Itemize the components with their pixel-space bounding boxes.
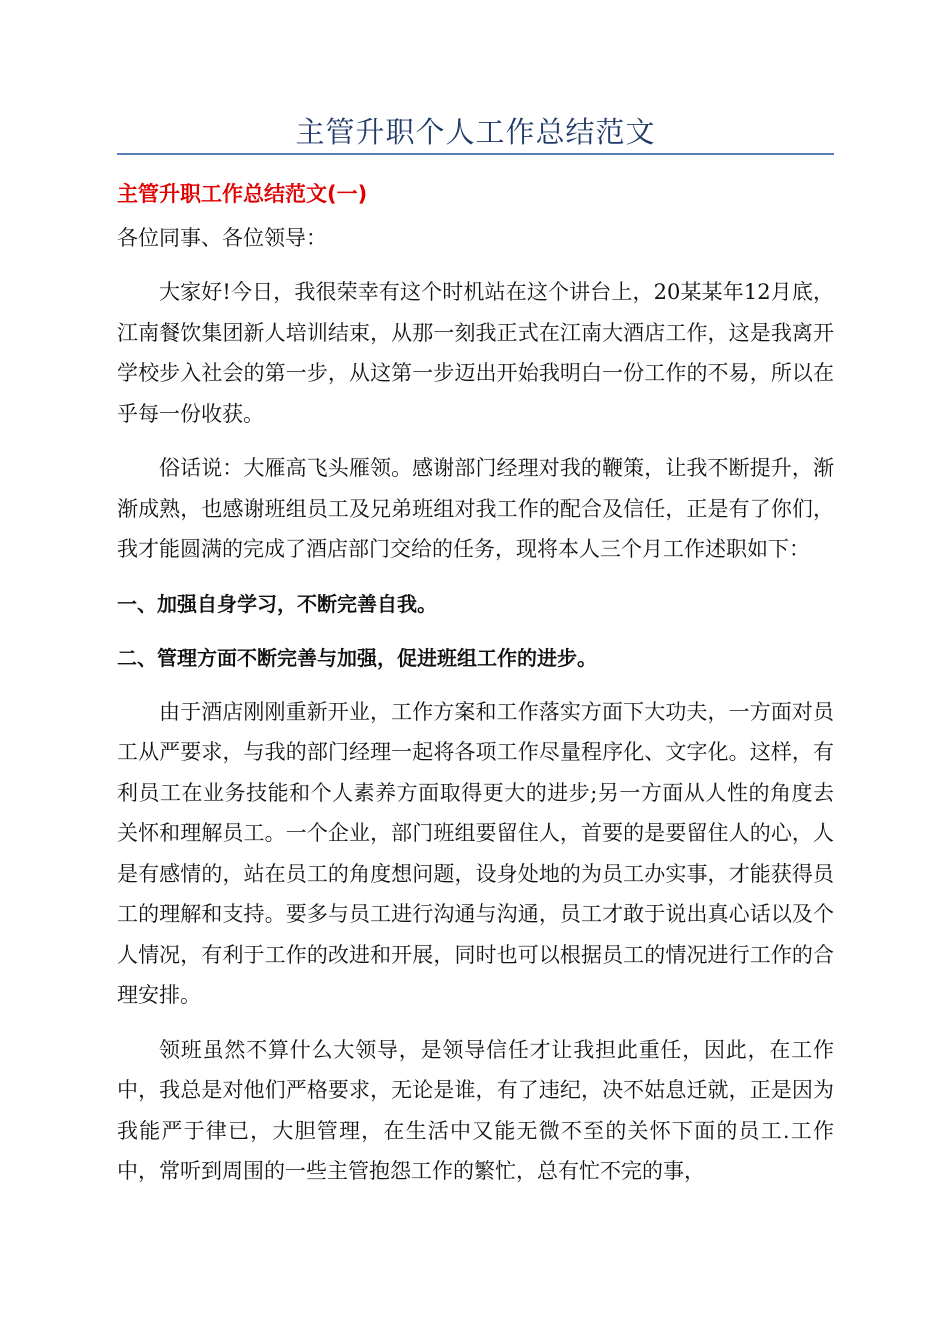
document-body — [117, 174, 834, 1206]
heading-self-study: 一、加强自身学习，不断完善自我。 — [117, 591, 437, 616]
salutation: 各位同事、各位领导： — [117, 226, 327, 250]
paragraph-leadership: 领班虽然不算什么大领导，是领导信任才让我担此重任，因此，在工作中，我总是对他们严格要求，无论是谁，有了违纪，决不姑息迁就，正是因为我能严于律已，大胆管理，在生活中又能无微不至的关怀下面的员工.工作中，常听到周围的一些主管抱怨工作的繁忙，总有忙不完的事， — [117, 1037, 834, 1183]
document-title: 主管升职个人工作总结范文 — [295, 115, 656, 149]
paragraph-intro: 大家好!今日，我很荣幸有这个时机站在这个讲台上，20某某年12月底，江南餐饮集团新人培训结束，从那一刻我正式在江南大酒店工作，这是我离开学校步入社会的第一步，从这第一步迈出开始我明白一份工作的不易，所以在乎每一份收获。 — [117, 280, 834, 426]
paragraph-management: 由于酒店刚刚重新开业，工作方案和工作落实方面下大功夫，一方面对员工从严要求，与我的部门经理一起将各项工作尽量程序化、文字化。这样，有利员工在业务技能和个人素养方面取得更大的进步;另一方面从人性的角度去关怀和理解员工。一个企业，部门班组要留住人，首要的是要留住人的心，人是有感情的，站在员工的角度想问题，设身处地的为员工办实事，才能获得员工的理解和支持。要多与员工进行沟通与沟通，员工才敢于说出真心话以及个人情况，有利于工作的改进和开展，同时也可以根据员工的情况进行工作的合理安排。 — [117, 699, 834, 1007]
paragraph-thanks: 俗话说：大雁高飞头雁领。感谢部门经理对我的鞭策，让我不断提升，渐渐成熟，也感谢班组员工及兄弟班组对我工作的配合及信任，正是有了你们，我才能圆满的完成了酒店部门交给的任务，现将本人三个月工作述职如下： — [117, 456, 834, 561]
title-underline — [117, 153, 834, 155]
section-heading: 主管升职工作总结范文(一) — [117, 182, 368, 206]
heading-management: 二、管理方面不断完善与加强，促进班组工作的进步。 — [117, 645, 597, 670]
